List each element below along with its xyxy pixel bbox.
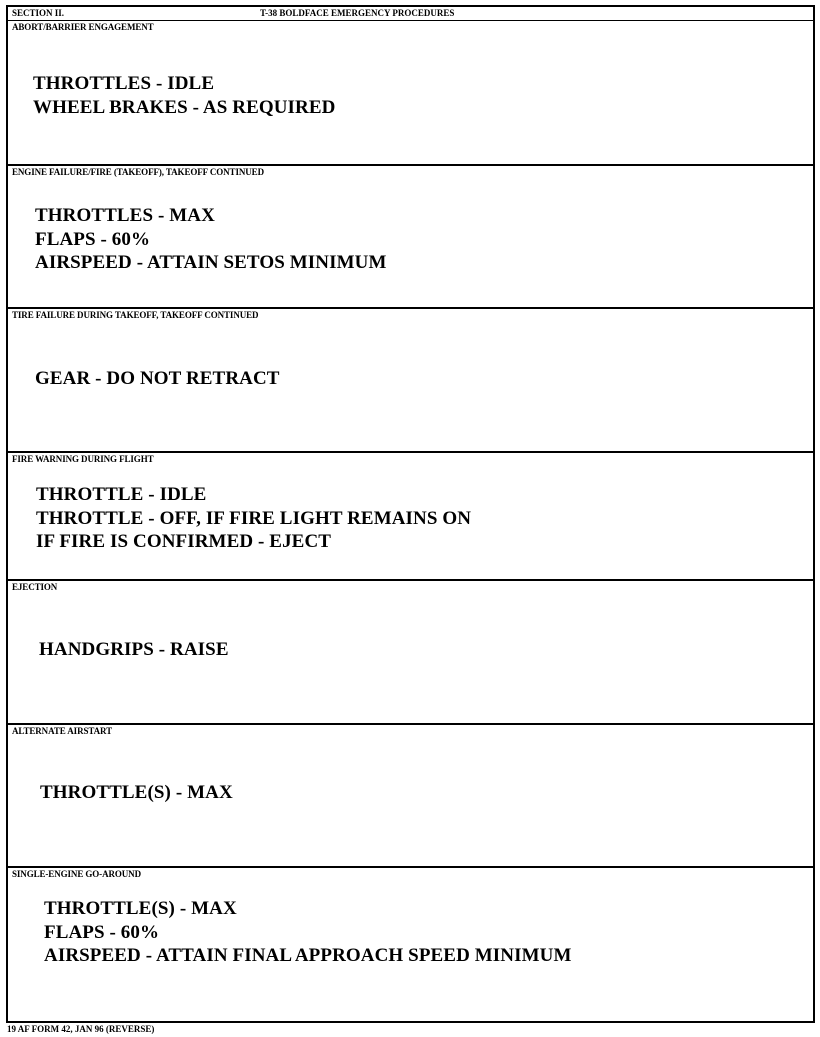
procedure-step: AIRSPEED - ATTAIN SETOS MINIMUM [35, 252, 387, 273]
procedure-step: AIRSPEED - ATTAIN FINAL APPROACH SPEED MINIMUM [44, 945, 572, 966]
procedure-step: FLAPS - 60% [35, 228, 151, 250]
procedure-step: HANDGRIPS - RAISE [39, 639, 229, 660]
form-title: T-38 BOLDFACE EMERGENCY PROCEDURES [260, 8, 455, 18]
procedure-block-abort [8, 21, 813, 166]
procedure-title: ENGINE FAILURE/FIRE (TAKEOFF), TAKEOFF CONTINUED [12, 167, 264, 177]
procedure-step: THROTTLE(S) - MAX [40, 782, 233, 803]
section-label: SECTION II. [12, 8, 65, 18]
procedure-steps [44, 897, 571, 968]
procedure-block-ejection [8, 581, 813, 725]
procedure-step: THROTTLE(S) - MAX [44, 898, 237, 919]
procedure-title: FIRE WARNING DURING FLIGHT [12, 454, 154, 464]
procedure-block-engine-failure [8, 166, 813, 309]
form-footer: 19 AF FORM 42, JAN 96 (REVERSE) [7, 1024, 155, 1034]
form-header [8, 7, 813, 21]
procedure-step: FLAPS - 60% [44, 921, 160, 943]
procedure-step: THROTTLES - MAX [35, 205, 215, 226]
procedure-title: SINGLE-ENGINE GO-AROUND [12, 869, 141, 879]
procedure-block-alternate-airstart [8, 725, 813, 868]
procedure-steps [36, 483, 471, 554]
procedure-step: GEAR - DO NOT RETRACT [35, 368, 280, 389]
boldface-form [6, 5, 815, 1023]
procedure-title: TIRE FAILURE DURING TAKEOFF, TAKEOFF CONTINUED [12, 310, 259, 320]
procedure-title: ABORT/BARRIER ENGAGEMENT [12, 22, 154, 32]
procedure-block-tire-failure [8, 309, 813, 453]
procedure-steps [35, 204, 386, 275]
procedure-title: EJECTION [12, 582, 58, 592]
procedure-title: ALTERNATE AIRSTART [12, 726, 112, 736]
procedure-steps [35, 367, 280, 391]
procedure-step: THROTTLES - IDLE [33, 73, 215, 94]
procedure-steps [39, 638, 229, 662]
procedure-step: WHEEL BRAKES - AS REQUIRED [33, 96, 336, 118]
procedure-step: THROTTLE - OFF, IF FIRE LIGHT REMAINS ON [36, 507, 472, 529]
procedure-step: IF FIRE IS CONFIRMED - EJECT [36, 531, 332, 552]
procedure-block-fire-warning [8, 453, 813, 581]
procedure-steps [40, 781, 233, 805]
procedure-step: THROTTLE - IDLE [36, 484, 207, 505]
procedure-steps [33, 72, 335, 119]
procedure-block-single-engine-go-around [8, 868, 813, 1021]
